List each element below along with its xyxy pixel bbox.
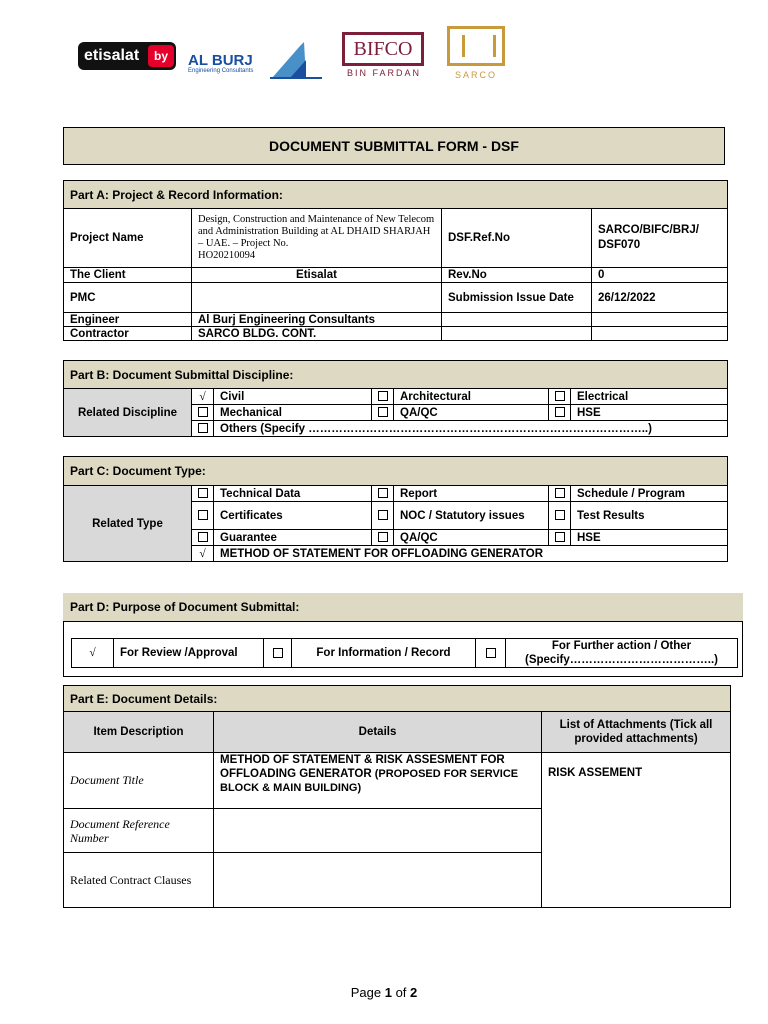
others-checkbox[interactable] bbox=[192, 421, 214, 437]
technical-data-checkbox[interactable] bbox=[192, 486, 214, 502]
test-results-label: Test Results bbox=[571, 502, 728, 530]
type-hse-checkbox[interactable] bbox=[549, 530, 571, 546]
related-discipline-label: Related Discipline bbox=[64, 389, 192, 437]
information-record-checkbox[interactable] bbox=[264, 639, 292, 668]
qaqc-label: QA/QC bbox=[394, 405, 549, 421]
report-label: Report bbox=[394, 486, 549, 502]
architectural-checkbox[interactable] bbox=[372, 389, 394, 405]
dsf-ref-value: SARCO/BIFC/BRJ/ DSF070 bbox=[592, 209, 728, 268]
mechanical-label: Mechanical bbox=[214, 405, 372, 421]
document-reference-label: Document Reference Number bbox=[64, 809, 214, 853]
others-specify: Others (Specify ……………………………………………………………………………..) bbox=[214, 421, 728, 437]
civil-checkbox[interactable] bbox=[192, 389, 214, 405]
rev-value: 0 bbox=[592, 268, 728, 283]
check-mark-icon: √ bbox=[199, 547, 206, 560]
checkbox-icon bbox=[198, 532, 208, 542]
page-current: 1 bbox=[384, 985, 392, 1000]
sarco-mark-icon bbox=[447, 26, 505, 66]
engineer-value: Al Burj Engineering Consultants bbox=[192, 313, 442, 327]
checkbox-icon bbox=[555, 391, 565, 401]
electrical-checkbox[interactable] bbox=[549, 389, 571, 405]
checkbox-icon bbox=[378, 532, 388, 542]
alburj-logo-subtext: Engineering Consultants bbox=[188, 68, 254, 74]
selected-type-label: METHOD OF STATEMENT FOR OFFLOADING GENERATOR bbox=[214, 546, 728, 562]
qaqc-checkbox[interactable] bbox=[372, 405, 394, 421]
architectural-label: Architectural bbox=[394, 389, 549, 405]
page-total: 2 bbox=[410, 985, 418, 1000]
part-b-table bbox=[63, 360, 728, 437]
alburj-logo bbox=[182, 38, 322, 80]
part-d-options bbox=[71, 638, 738, 668]
checkbox-icon bbox=[555, 407, 565, 417]
mechanical-checkbox[interactable] bbox=[192, 405, 214, 421]
checkbox-icon bbox=[555, 510, 565, 520]
part-e-heading: Part E: Document Details: bbox=[64, 686, 731, 712]
checkbox-icon bbox=[378, 488, 388, 498]
project-number: HO20210094 bbox=[198, 250, 256, 261]
contract-clauses-label: Related Contract Clauses bbox=[64, 853, 214, 908]
test-results-checkbox[interactable] bbox=[549, 502, 571, 530]
pmc-label: PMC bbox=[64, 283, 192, 313]
checkbox-icon bbox=[486, 648, 496, 658]
hse-checkbox[interactable] bbox=[549, 405, 571, 421]
etisalat-badge: by e& bbox=[148, 45, 174, 67]
noc-label: NOC / Statutory issues bbox=[394, 502, 549, 530]
noc-checkbox[interactable] bbox=[372, 502, 394, 530]
form-title: DOCUMENT SUBMITTAL FORM - DSF bbox=[63, 127, 725, 165]
contractor-value: SARCO BLDG. CONT. bbox=[192, 327, 442, 341]
dsf-ref-label: DSF.Ref.No bbox=[442, 209, 592, 268]
part-a-heading: Part A: Project & Record Information: bbox=[64, 181, 728, 209]
attachment-list: RISK ASSEMENT bbox=[542, 753, 731, 908]
document-reference-value bbox=[214, 809, 542, 853]
sarco-logo bbox=[443, 26, 509, 84]
project-name-value: Design, Construction and Maintenance of New Telecom and Administration Building at AL DHAID SHARJAH – UAE. – Project No. bbox=[198, 214, 435, 249]
issue-date-value: 26/12/2022 bbox=[592, 283, 728, 313]
type-qaqc-checkbox[interactable] bbox=[372, 530, 394, 546]
type-hse-label: HSE bbox=[571, 530, 728, 546]
related-type-label: Related Type bbox=[64, 486, 192, 562]
checkbox-icon bbox=[378, 407, 388, 417]
checkbox-icon bbox=[378, 391, 388, 401]
part-b-heading: Part B: Document Submittal Discipline: bbox=[64, 361, 728, 389]
further-action-checkbox[interactable] bbox=[476, 639, 506, 668]
alburj-tower-icon bbox=[270, 38, 322, 80]
client-value: Etisalat bbox=[192, 268, 442, 283]
rev-label: Rev.No bbox=[442, 268, 592, 283]
checkbox-icon bbox=[198, 488, 208, 498]
certificates-label: Certificates bbox=[214, 502, 372, 530]
selected-type-checkbox[interactable] bbox=[192, 546, 214, 562]
details-header: Details bbox=[214, 712, 542, 753]
review-approval-checkbox[interactable] bbox=[72, 639, 114, 668]
review-approval-label: For Review /Approval bbox=[114, 639, 264, 668]
schedule-checkbox[interactable] bbox=[549, 486, 571, 502]
document-title-note: (PROPOSED FOR SERVICE BLOCK & MAIN BUILDING) bbox=[220, 768, 519, 794]
page-word: Page bbox=[350, 985, 382, 1000]
checkbox-icon bbox=[555, 532, 565, 542]
part-d-heading: Part D: Purpose of Document Submittal: bbox=[63, 593, 743, 622]
electrical-label: Electrical bbox=[571, 389, 728, 405]
check-mark-icon: √ bbox=[89, 647, 96, 659]
certificates-checkbox[interactable] bbox=[192, 502, 214, 530]
bifco-logo bbox=[340, 32, 428, 80]
checkbox-icon bbox=[555, 488, 565, 498]
hse-label: HSE bbox=[571, 405, 728, 421]
project-name-label: Project Name bbox=[64, 209, 192, 268]
attachments-header: List of Attachments (Tick all provided attachments) bbox=[542, 712, 731, 753]
alburj-logo-text: AL BURJ bbox=[188, 52, 253, 69]
pmc-value bbox=[192, 283, 442, 313]
part-c-table bbox=[63, 456, 728, 562]
etisalat-logo-text: etisalat bbox=[84, 47, 140, 64]
part-c-heading: Part C: Document Type: bbox=[64, 457, 728, 486]
guarantee-label: Guarantee bbox=[214, 530, 372, 546]
issue-date-label: Submission Issue Date bbox=[442, 283, 592, 313]
contractor-label: Contractor bbox=[64, 327, 192, 341]
information-record-label: For Information / Record bbox=[292, 639, 476, 668]
page-of-word: of bbox=[395, 985, 407, 1000]
part-a-table bbox=[63, 180, 728, 341]
further-action-specify: (Specify………………………………..) bbox=[525, 654, 718, 666]
schedule-label: Schedule / Program bbox=[571, 486, 728, 502]
sarco-logo-subtext: SARCO bbox=[454, 70, 497, 80]
client-label: The Client bbox=[64, 268, 192, 283]
check-mark-icon: √ bbox=[199, 390, 206, 403]
document-title-value: METHOD OF STATEMENT & RISK ASSESMENT FOR OFFLOADING GENERATOR bbox=[220, 754, 505, 780]
contract-clauses-value bbox=[214, 853, 542, 908]
checkbox-icon bbox=[198, 510, 208, 520]
guarantee-checkbox[interactable] bbox=[192, 530, 214, 546]
type-qaqc-label: QA/QC bbox=[394, 530, 549, 546]
part-e-table bbox=[63, 685, 731, 908]
checkbox-icon bbox=[198, 407, 208, 417]
bifco-logo-subtext: BIN FARDAN bbox=[346, 68, 421, 78]
further-action-label: For Further action / Other bbox=[551, 640, 692, 652]
engineer-label: Engineer bbox=[64, 313, 192, 327]
civil-label: Civil bbox=[214, 389, 372, 405]
checkbox-icon bbox=[273, 648, 283, 658]
item-description-header: Item Description bbox=[64, 712, 214, 753]
technical-data-label: Technical Data bbox=[214, 486, 372, 502]
bifco-logo-text: BIFCO bbox=[342, 32, 424, 66]
checkbox-icon bbox=[198, 423, 208, 433]
checkbox-icon bbox=[378, 510, 388, 520]
page-number bbox=[0, 985, 768, 1000]
document-title-label: Document Title bbox=[64, 753, 214, 809]
etisalat-logo bbox=[78, 42, 176, 85]
report-checkbox[interactable] bbox=[372, 486, 394, 502]
